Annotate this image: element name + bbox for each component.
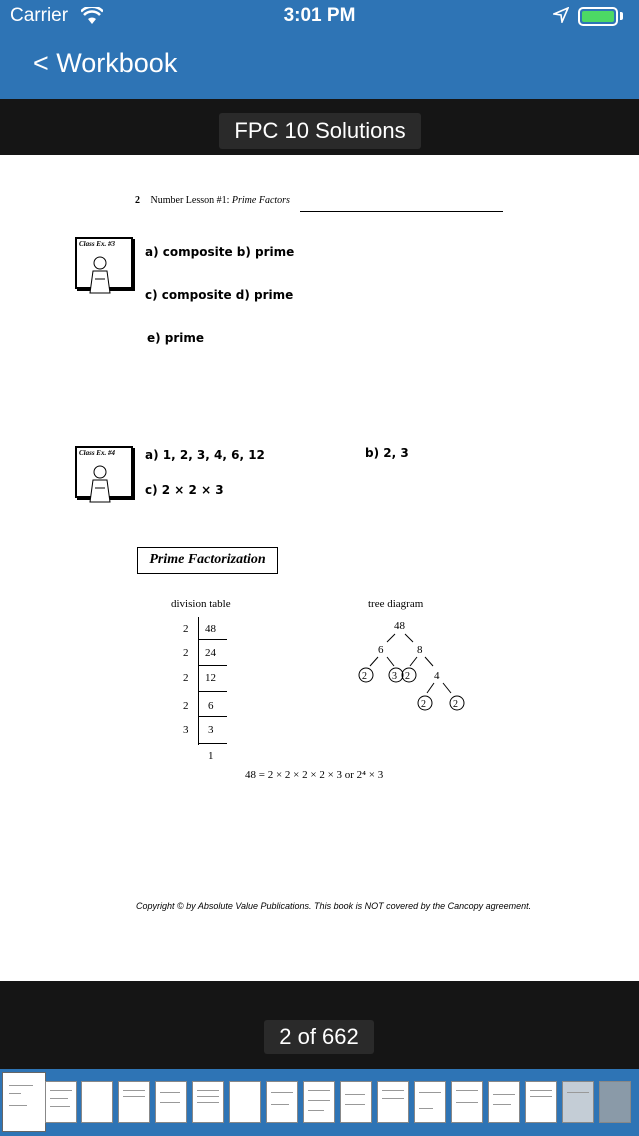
tree-node: 4	[434, 670, 440, 682]
thumbnail-page[interactable]	[525, 1081, 557, 1123]
lesson-label: Number Lesson #1:	[150, 195, 230, 206]
thumbnail-page[interactable]	[118, 1081, 150, 1123]
table-rule	[199, 665, 227, 666]
thumbnail-strip[interactable]	[0, 1069, 639, 1136]
tree-node: 2	[362, 671, 367, 682]
divisor: 2	[183, 672, 189, 684]
page-header	[135, 195, 290, 206]
header-rule	[300, 211, 503, 212]
table-rule	[199, 691, 227, 692]
answer-c: c) 2 × 2 × 3	[145, 483, 224, 497]
table-rule	[199, 716, 227, 717]
quotient: 24	[205, 647, 216, 659]
tree-node: 6	[378, 644, 384, 656]
tree-node: 48	[394, 620, 405, 632]
quotient: 6	[208, 700, 214, 712]
tree-node: 3	[392, 671, 397, 682]
thumbnail-page[interactable]	[81, 1081, 113, 1123]
document-page[interactable]	[0, 155, 639, 981]
class-ex-4-label: Class Ex. #4	[79, 449, 115, 457]
copyright-notice: Copyright © by Absolute Value Publications. This book is NOT covered by the Cancopy agreement.	[136, 901, 532, 911]
tree-node: 2	[453, 699, 458, 710]
thumbnail-page[interactable]	[229, 1081, 261, 1123]
tree-node: 8	[417, 644, 423, 656]
quotient: 12	[205, 672, 216, 684]
thumbnail-page[interactable]	[488, 1081, 520, 1123]
lesson-topic: Prime Factors	[231, 195, 290, 206]
status-bar	[0, 0, 639, 34]
thumbnail-page-1[interactable]	[3, 1073, 45, 1131]
thumbnail-page[interactable]	[45, 1081, 77, 1123]
factorization-equation: 48 = 2 × 2 × 2 × 2 × 3 or 2⁴ × 3	[245, 769, 384, 781]
document-title: FPC 10 Solutions	[219, 113, 421, 149]
teacher-icon	[75, 237, 133, 297]
answer-line: c) composite d) prime	[145, 288, 294, 302]
quotient: 48	[205, 623, 216, 635]
page-count: 2 of 662	[264, 1020, 374, 1054]
thumbnail-page[interactable]	[599, 1081, 631, 1123]
location-arrow-icon	[553, 7, 569, 23]
clock: 3:01 PM	[283, 5, 356, 26]
answer-line: e) prime	[147, 331, 205, 345]
class-ex-3-label: Class Ex. #3	[79, 240, 115, 248]
division-table-divider	[198, 617, 199, 745]
answer-b: b) 2, 3	[365, 446, 409, 460]
thumbnail-page[interactable]	[562, 1081, 594, 1123]
divisor: 2	[183, 647, 189, 659]
thumbnail-page[interactable]	[192, 1081, 224, 1123]
tree-node: 2	[421, 699, 426, 710]
thumbnail-page[interactable]	[303, 1081, 335, 1123]
division-table-title: division table	[171, 598, 231, 610]
quotient: 1	[208, 750, 214, 762]
thumbnail-page[interactable]	[451, 1081, 483, 1123]
tree-diagram-title: tree diagram	[368, 598, 424, 610]
carrier-label: Carrier	[10, 5, 69, 26]
divisor: 2	[183, 700, 189, 712]
thumbnail-page[interactable]	[340, 1081, 372, 1123]
top-navigation-bar	[0, 0, 639, 99]
answer-a: a) 1, 2, 3, 4, 6, 12	[145, 448, 265, 462]
table-rule	[199, 743, 227, 744]
thumbnail-page[interactable]	[377, 1081, 409, 1123]
divisor: 2	[183, 623, 189, 635]
page-number: 2	[135, 195, 140, 206]
divisor: 3	[183, 724, 189, 736]
back-button[interactable]: < Workbook	[33, 48, 178, 78]
thumbnail-page[interactable]	[414, 1081, 446, 1123]
thumbnail-page[interactable]	[155, 1081, 187, 1123]
battery-tip	[620, 12, 623, 20]
prime-factorization-heading: Prime Factorization	[137, 547, 278, 574]
quotient: 3	[208, 724, 214, 736]
battery-icon	[578, 7, 618, 26]
factor-tree	[350, 617, 480, 727]
table-rule	[199, 639, 227, 640]
answer-line: a) composite b) prime	[145, 245, 295, 259]
tree-node: 2	[405, 671, 410, 682]
teacher-icon	[75, 446, 133, 506]
thumbnail-page[interactable]	[266, 1081, 298, 1123]
